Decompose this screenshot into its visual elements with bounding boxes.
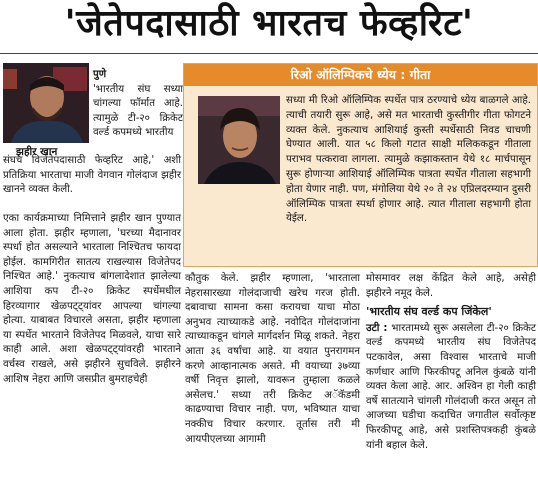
headline-rule (0, 53, 538, 54)
intro-top-paragraph (93, 68, 183, 141)
right-column-body: भारतामध्ये सुरू असलेला टी-२० क्रिकेट वर्ल्ड कपमध्ये भारतीय संघ विजेतेपद पटकावेल, असा विश्वास भारताचे माजी कर्णधार आणि फिरकीपटू अनिल कुंबळे यांनी व्यक्त केला आहे. आर. अश्विन हा गेली काही वर्षे सातत्याने चांगली गोलंदाजी करत असून तो आजच्या घडीचा कदाचित जगातील सर्वोत्कृष्ट फिरकीपटू आहे, असे प्रशस्तिपत्रकही कुंबळे यांनी बहाल केले. (366, 322, 536, 451)
intro-top-text: 'भारतीय संघ सध्या चांगल्या फॉर्मात आहे. त्यामुळे टी-२० क्रिकेट वर्ल्ड कपमध्ये भारतीय (93, 83, 183, 139)
kumble-subhead: 'भारतीय संघ वर्ल्ड कप जिंकेल' (366, 305, 492, 319)
geeta-box-title: रिओ ऑलिम्पिकचे ध्येय : गीता (184, 64, 537, 86)
zaheer-khan-photo (3, 63, 89, 143)
dateline-pune: पुणे (93, 69, 107, 80)
dateline-ooty: उटी : (366, 322, 388, 334)
headline: 'जेतेपदासाठी भारतच फेव्हरिट' (64, 3, 474, 44)
geeta-phogat-photo (198, 96, 280, 184)
zaheer-khan-caption: झहीर खान (16, 146, 58, 158)
left-column-body: एका कार्यक्रमाच्या निमित्ताने झहीर खान पुण्यात आला होता. झहीर म्हणाला, 'घरच्या मैदानावर स्पर्धा होत असल्याने भारताला निश्चितच फायदा होईल. कामगिरीत सातत्य राखल्यास विजेतेपद निश्चित आहे.' नुकत्याच बांगलादेशात झालेल्या आशिया कप टी-२० क्रिकेट स्पर्धेमधील हिरव्यागार खेळपट्ट्यांवर आपल्या चांगल्या होत्या. याबाबत विचारले असता, झहीर म्हणाला या स्पर्धेत भारताने विजेतेपद मिळवले, याचा सारे काही आले. अशा खेळपट्ट्यांवरही भारताने वर्चस्व राखले, असे झहीरने सुचविले. झहीरने आशिष नेहरा आणि जसप्रीत बुमराहचेही (3, 213, 181, 385)
geeta-box-body: सध्या मी रिओ ऑलिम्पिक स्पर्धेत पात्र ठरण्याचे ध्येय बाळगले आहे. त्याची तयारी सुरू आहे, असे मत भारताची कुस्तीगीर गीता फोगटने व्यक्त केले. नुकत्याच आशियाई कुस्ती स्पर्धेसाठी निवड चाचणी घेण्यात आली. यात ५८ किलो गटात साक्षी मलिककडून गीताला पराभव पत्करावा लागला. त्यामुळे कझाकस्तान येथे १८ मार्चपासून सुरू होणाऱ्या आशियाई ऑलिम्पिक पात्रता स्पर्धेत गीताला सहभागी होता येणार नाही. पण, मंगोलिया येथे २० ते २४ एप्रिलदरम्यान दुसरी ऑलिम्पिक पात्रता स्पर्धा होणार आहे. त्यात गीताला सहभागी होता येईल. (286, 95, 531, 225)
right-column (366, 272, 536, 453)
geeta-box (183, 63, 538, 267)
right-column-top-text: मोसमावर लक्ष केंद्रित केले आहे, असेही झहीरने नमूद केले. (366, 273, 536, 299)
middle-column-body: कौतुक केले. झहीर म्हणाला, 'भारताला नेहरासारख्या गोलंदाजाची खरेच गरज होती. दबावाचा सामना कसा करायचा याचा मोठा अनुभव त्याच्याकडे आहे. नवोदित गोलंदाजांना त्याच्याकडून चांगले मार्गदर्शन मिळू शकते. नेहरा आता ३६ वर्षांचा आहे. या वयात पुनरागमन करणे आव्हानात्मक असते. मी वयाच्या ३७व्या वर्षी निवृत्त झालो, यावरून तुम्हाला कळले असेलच.' सध्या तरी क्रिकेट अॅकॅडमी काढण्याचा विचार नाही. पण, भविष्यात याचा नक्कीच विचार करणार. तूर्तास तरी मी आयपीएलच्या आगामी (185, 273, 360, 445)
intro-rest-paragraph: संघच विजेतेपदासाठी फेव्हरिट आहे,' अशी प्रतिक्रिया भारताचा माजी वेगवान गोलंदाज झहीर खानने व्यक्त केली. (3, 155, 181, 196)
